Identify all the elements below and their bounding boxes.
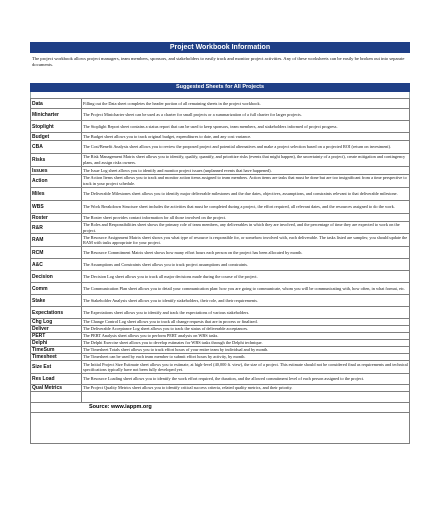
- intro-text: The project workbook allows project managers, team members, sponsors, and stakeholders to easily track and monitor project activities. Any of these worksheets can be easily be broken out into separate documents.: [32, 56, 405, 67]
- sheet-description: The Stoplight Report sheet contains a status report that can be used to keep sponsors, team members, and stakeholders informed of project progress.: [82, 121, 410, 133]
- empty-area: [30, 413, 410, 444]
- sheets-table: [30, 98, 410, 403]
- sheet-description: The Project Minicharter sheet can be used as a charter for small projects or a summarization of a full charter for larger projects.: [82, 109, 410, 121]
- sheet-name: Data: [31, 99, 82, 109]
- sheet-description: The Initial Project Size Estimate sheet allows you to estimate, at high-level (40,000 ft. view), the size of a project. This estimate should not be considered final as requirements and technical specifications typically have not been fully developed yet.: [83, 361, 408, 373]
- sheet-description: The Budget sheet allows you to track original budget, expenditures to date, and any cost variance.: [82, 133, 410, 141]
- sheet-description: The Resource Commitment Matrix sheet shows how many effort hours each person on the project has been allocated by month.: [82, 247, 410, 259]
- sheet-description: The Deliverable Acceptance Log sheet allows you to track the status of deliverable acceptances.: [82, 326, 410, 333]
- sheet-name: Stoplight: [31, 121, 82, 133]
- sheet-name: PERT: [31, 333, 82, 340]
- sheet-description: The Change Control Log sheet allows you to track all change requests that are in process or finalized.: [82, 319, 410, 326]
- sheet-description: The PERT Analysis sheet allows you to perform PERT analysis on WBS tasks.: [82, 333, 410, 340]
- sheet-name: Issues: [31, 167, 82, 175]
- sheet-description: The Work Breakdown Structure sheet includes the activities that must be completed during a project, the effort required, all relevant dates, and the resources assigned to do the work.: [82, 201, 410, 214]
- table-row: [31, 271, 410, 283]
- sheet-description: The Deliverable Milestones sheet allows you to identify major deliverable milestones and the due dates, objectives, assumptions, and constraints relevant to that deliverable milestone.: [82, 188, 410, 201]
- table-row: [31, 141, 410, 154]
- sheet-description: The Timesheet Totals sheet allows you to track effort hours of your entire team by individual and by month.: [82, 347, 410, 354]
- table-row: [31, 392, 410, 403]
- sheet-description: The Cost/Benefit Analysis sheet allows you to review the proposed project and potential alternatives and make a project selection based on a projected ROI (return on investment).: [82, 141, 410, 154]
- sheet-description: The Roster sheet provides contact information for all those involved on the project.: [82, 214, 410, 222]
- table-row: [31, 154, 410, 167]
- table-row: [31, 319, 410, 326]
- sheet-name: Miles: [31, 188, 82, 201]
- table-row: [31, 340, 410, 347]
- table-row: [31, 361, 410, 374]
- sheet-description: The Assumptions and Constraints sheet allows you to track project assumptions and constraints.: [82, 259, 410, 271]
- sheet-name: Comm: [31, 283, 82, 295]
- sheet-description: The Stakeholder Analysis sheet allows you to identify stakeholders, their role, and their requirements.: [82, 295, 410, 307]
- sheet-name: WBS: [31, 201, 82, 214]
- sheet-name: Action: [31, 175, 82, 188]
- sheet-description: The Resource Assignment Matrix sheet shows you what type of resource is responsible for, or somehow involved with, each deliverable. The tasks listed are samples; you should update the RAM with tasks appropriate for your project.: [82, 234, 410, 247]
- table-row: [31, 326, 410, 333]
- sheet-name: TimeSum: [31, 347, 82, 354]
- sheet-description: [82, 392, 410, 403]
- sheet-name: Minicharter: [31, 109, 82, 121]
- sheet-name: Qual Metrics: [31, 385, 82, 392]
- table-row: [31, 385, 410, 392]
- table-row: [31, 222, 410, 234]
- sheet-description: Filling out the Data sheet completes the header portion of all remaining sheets in the project workbook.: [82, 99, 410, 109]
- table-row: [31, 283, 410, 295]
- table-row: [31, 201, 410, 214]
- sheet-name: R&R: [31, 222, 82, 234]
- sheet-name: Delphi: [31, 340, 82, 347]
- sheet-description: The Risk Management Matrix sheet allows you to identify, qualify, quantify, and prioritize risks (events that might happen), the uncertainty of a project), create mitigation and contingency plans, and assign risks owners.: [82, 154, 410, 167]
- sheet-description: The Resource Loading sheet allows you to identify the work effort required, the duration, and the allowed commitment level of each person assigned to the project.: [82, 374, 410, 385]
- section-title: Suggested Sheets for All Projects: [30, 83, 410, 92]
- sheet-name: RCM: [31, 247, 82, 259]
- sheet-description: The Action Items sheet allows you to track and monitor action items assigned to team members. Action items are tasks that must be done but are too insignificant from a time perspective to track in your project schedule.: [82, 175, 410, 188]
- sheet-name: Expectations: [31, 307, 82, 319]
- sheet-description: The Timesheet can be used by each team member to submit effort hours by activity, by month.: [82, 354, 410, 361]
- sheet-name: RAM: [31, 234, 82, 247]
- table-row: [31, 99, 410, 109]
- sheet-name: [31, 392, 82, 403]
- table-row: [31, 214, 410, 222]
- sheet-name: Deliver: [31, 326, 82, 333]
- table-row: [31, 121, 410, 133]
- table-row: [31, 167, 410, 175]
- table-row: [31, 333, 410, 340]
- sheet-name: Stake: [31, 295, 82, 307]
- table-row: [31, 307, 410, 319]
- table-row: [31, 347, 410, 354]
- page-title: Project Workbook Information: [30, 42, 410, 53]
- sheet-name: Chg Log: [31, 319, 82, 326]
- sheet-name: Size Est: [31, 361, 82, 374]
- table-row: [31, 259, 410, 271]
- source-link[interactable]: Source: www.iappm.org: [30, 403, 410, 413]
- table-row: [31, 354, 410, 361]
- table-row: [31, 175, 410, 188]
- table-row: [31, 295, 410, 307]
- sheet-description: The Decision Log sheet allows you to track all major decisions made during the course of the project.: [82, 271, 410, 283]
- sheet-name: Timesheet: [31, 354, 82, 361]
- workbook-sheet: [30, 42, 410, 444]
- table-row: [31, 109, 410, 121]
- table-row: [31, 247, 410, 259]
- sheet-description: The Roles and Responsibilities sheet shows the primary role of team members, any deliverables in which they are involved, and the percentage of time they are expected to work on the project.: [82, 222, 410, 234]
- sheet-description: The Project Quality Metrics sheet allows you to identify critical success criteria, related quality metrics, and their priority.: [82, 385, 410, 392]
- table-row: [31, 133, 410, 141]
- table-row: [31, 234, 410, 247]
- sheet-name: Risks: [31, 154, 82, 167]
- sheet-name: Decision: [31, 271, 82, 283]
- sheet-description: The Issue Log sheet allows you to identify and monitor project issues (unplanned events that have happened).: [82, 167, 410, 175]
- sheet-name: Budget: [31, 133, 82, 141]
- sheet-name: Roster: [31, 214, 82, 222]
- table-row: [31, 374, 410, 385]
- sheet-name: A&C: [31, 259, 82, 271]
- table-row: [31, 188, 410, 201]
- sheet-name: Res Load: [31, 374, 82, 385]
- sheet-description: The Communication Plan sheet allows you to detail your communication plan: how you are going to communicate, whom you will be communicating with, how often, in what format, etc.: [82, 283, 410, 295]
- sheet-description: The Delphi Exercise sheet allows you to develop estimates for WBS tasks through the Delphi technique.: [82, 340, 410, 347]
- sheet-description: The Expectations sheet allows you to identify and track the expectations of various stakeholders.: [82, 307, 410, 319]
- sheet-name: CBA: [31, 141, 82, 154]
